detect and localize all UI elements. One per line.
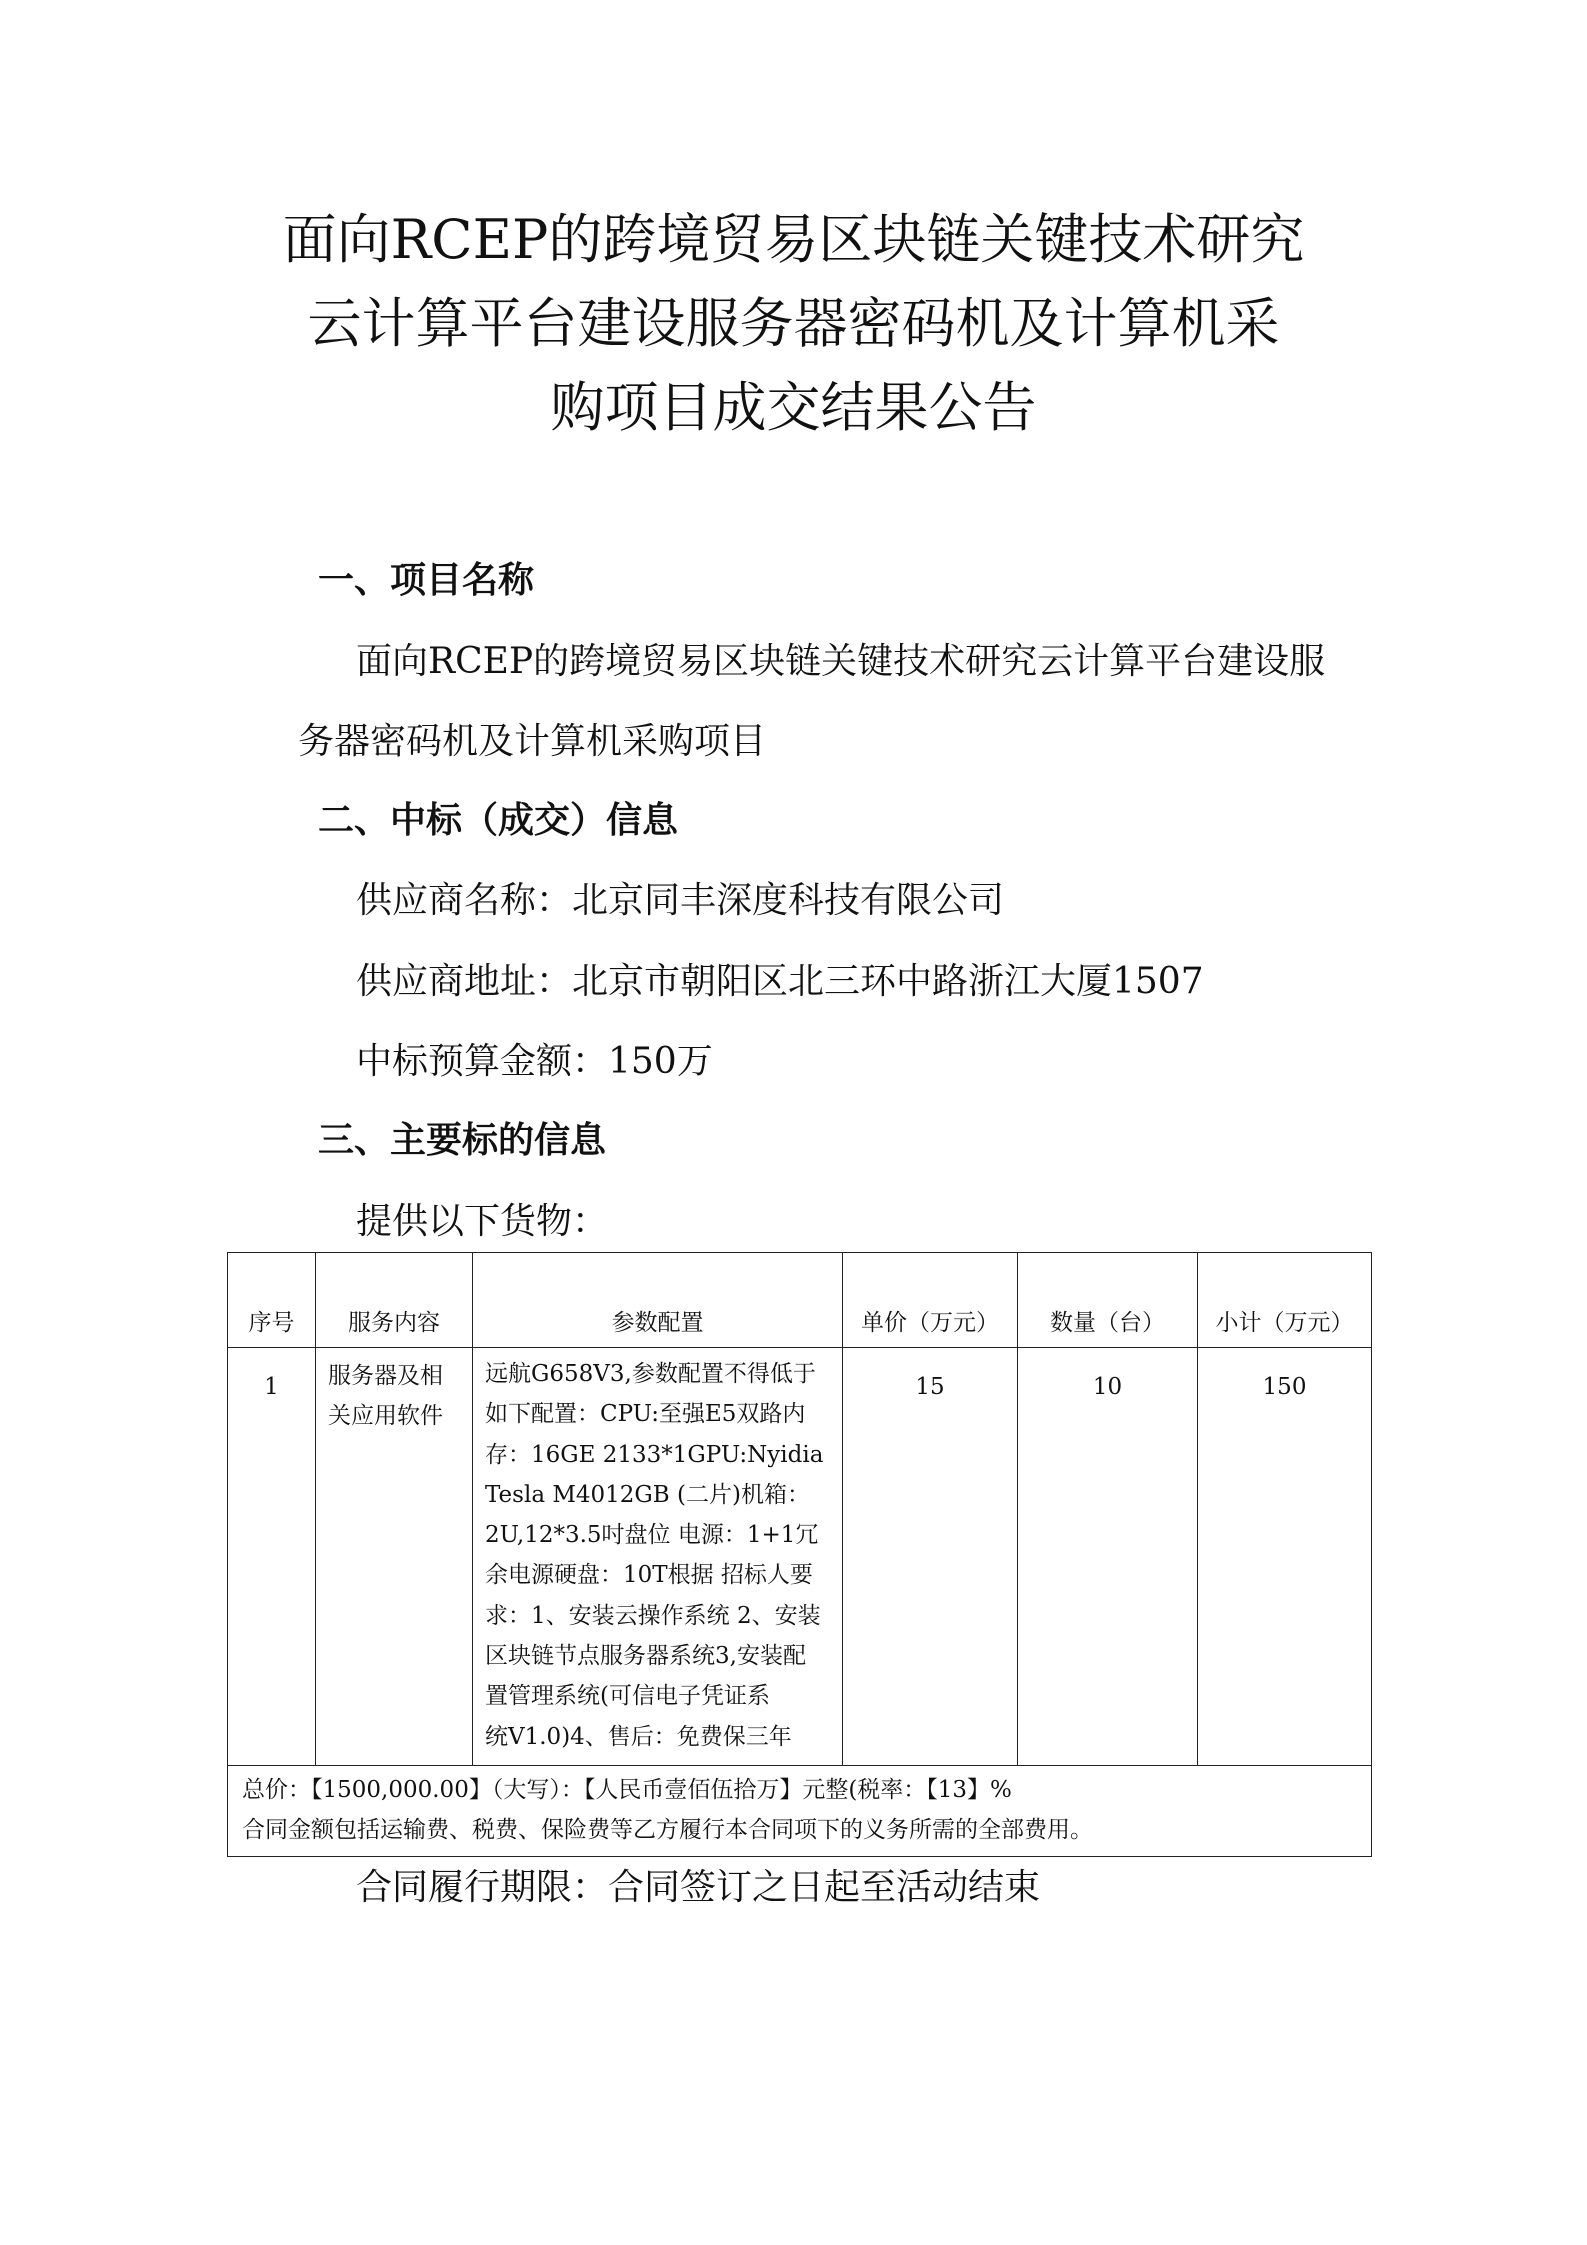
table-row — [228, 1348, 1372, 1766]
cell-quantity: 10 — [1018, 1348, 1198, 1766]
spec-line: 统V1.0)4、售后：免费保三年 — [485, 1723, 792, 1750]
col-header-quantity: 数量（台） — [1018, 1253, 1198, 1348]
col-header-spec: 参数配置 — [473, 1253, 843, 1348]
spec-line: 置管理系统(可信电子凭证系 — [485, 1683, 770, 1710]
cell-service — [316, 1348, 473, 1766]
col-header-index: 序号 — [228, 1253, 316, 1348]
service-line: 关应用软件 — [328, 1403, 443, 1429]
spec-line: 区块链节点服务器系统3,安装配 — [485, 1643, 806, 1670]
title-line: 购项目成交结果公告 — [550, 376, 1037, 439]
title-line: 面向RCEP的跨境贸易区块链关键技术研究 — [282, 208, 1305, 271]
spec-line: 余电源硬盘：10T根据 招标人要 — [485, 1562, 813, 1589]
spec-line: Tesla M4012GB (二片)机箱： — [485, 1481, 810, 1508]
award-budget: 中标预算金额：150万 — [356, 1041, 713, 1082]
section-heading-project-name: 一、项目名称 — [318, 560, 535, 601]
page-title — [220, 198, 1367, 450]
spec-line: 存：16GE 2133*1GPU:Nyidia — [485, 1441, 824, 1468]
col-header-service: 服务内容 — [316, 1253, 473, 1348]
total-price-line: 总价：【1500,000.00】（大写）：【人民币壹佰伍拾万】元整(税率：【13】% — [242, 1777, 1012, 1803]
contract-period: 合同履行期限：合同签订之日起至活动结束 — [356, 1867, 1041, 1908]
spec-line: 远航G658V3,参数配置不得低于 — [485, 1361, 816, 1387]
title-line: 云计算平台建设服务器密码机及计算机采 — [307, 292, 1280, 355]
goods-intro: 提供以下货物： — [356, 1201, 609, 1242]
cell-unit-price: 15 — [843, 1348, 1018, 1766]
supplier-address: 供应商地址：北京市朝阳区北三环中路浙江大厦1507 — [356, 961, 1204, 1002]
spec-line: 2U,12*3.5吋盘位 电源：1+1冗 — [485, 1522, 819, 1549]
cell-total — [228, 1766, 1372, 1857]
project-name-line: 务器密码机及计算机采购项目 — [298, 721, 767, 762]
cell-spec — [473, 1348, 843, 1766]
supplier-name: 供应商名称：北京同丰深度科技有限公司 — [356, 880, 1005, 921]
section-heading-award-info: 二、中标（成交）信息 — [318, 800, 679, 841]
spec-line: 如下配置：CPU:至强E5双路内 — [485, 1401, 806, 1428]
spec-line: 求：1、安装云操作系统 2、安装 — [485, 1602, 821, 1629]
total-note-line: 合同金额包括运输费、税费、保险费等乙方履行本合同项下的义务所需的全部费用。 — [242, 1817, 1093, 1843]
col-header-unit-price: 单价（万元） — [843, 1253, 1018, 1348]
col-header-subtotal: 小计（万元） — [1198, 1253, 1372, 1348]
table-total-row — [228, 1766, 1372, 1857]
cell-subtotal: 150 — [1198, 1348, 1372, 1766]
section-heading-main-items: 三、主要标的信息 — [318, 1120, 607, 1161]
goods-table — [227, 1252, 1372, 1857]
project-name-line: 面向RCEP的跨境贸易区块链关键技术研究云计算平台建设服 — [356, 641, 1326, 682]
table-header-row — [228, 1253, 1372, 1348]
cell-index: 1 — [228, 1348, 316, 1766]
service-line: 服务器及相 — [328, 1363, 443, 1389]
